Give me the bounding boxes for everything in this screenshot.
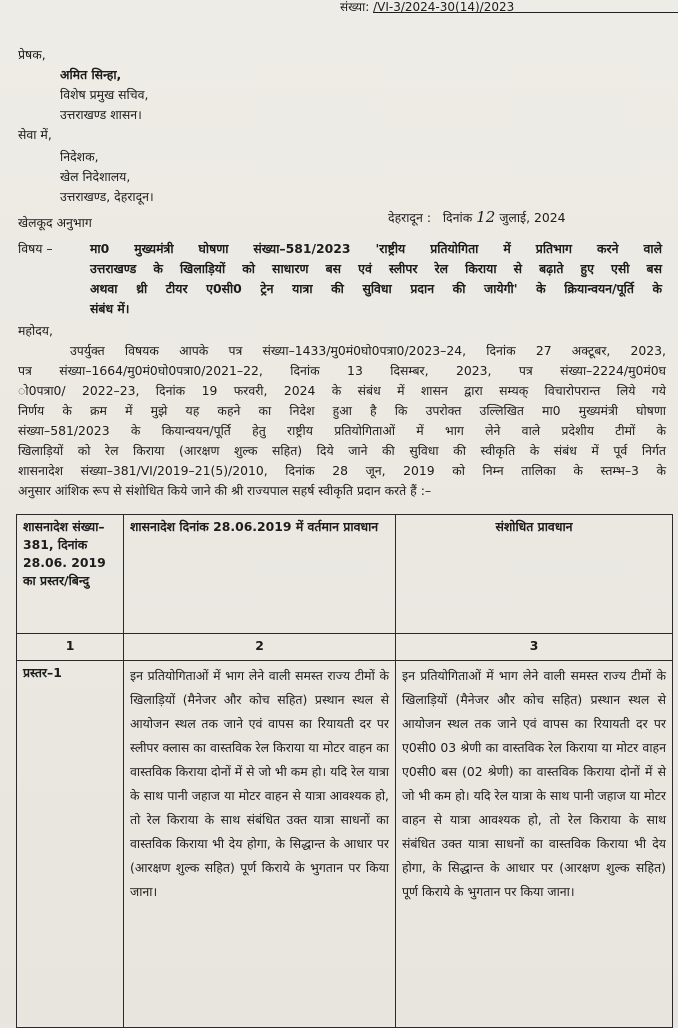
sender-label: प्रेषक, bbox=[18, 47, 46, 62]
index-3: 3 bbox=[396, 634, 673, 661]
subject-line-3: अथवा थ्री टीयर ए0सी0 ट्रेन यात्रा की सुविधा प्रदान की जायेगी' के क्रियान्वयन/पूर्ति के bbox=[90, 281, 662, 296]
body-line-8: अनुसार आंशिक रूप से संशोधित किये जाने की श्री राज्यपाल सहर्ष स्वीकृति प्रदान करते हैं :– bbox=[18, 483, 432, 498]
body-line-2: पत्र संख्या–1664/मु0मं0घो0पत्रा0/2021–22, दिनांक 13 दिसम्बर, 2023, पत्र संख्या–2224/मु0मं0घ bbox=[18, 363, 666, 378]
date-rest: जुलाई, 2024 bbox=[499, 210, 566, 225]
body-line-6: खिलाड़ियों को रेल किराया (आरक्षण शुल्क सहित) दिये जाने की सुविधा की स्वीकृति के संबंध में पूर्व निर्गत bbox=[18, 443, 666, 458]
subject-line-2: उत्तराखण्ड के खिलाड़ियों को साधारण बस एवं स्लीपर रेल किराया से बढ़ाते हुए एसी बस bbox=[90, 261, 662, 276]
reference-number bbox=[340, 0, 514, 16]
body-line-1: उपर्युक्त विषयक आपके पत्र संख्या–1433/मु0मं0घो0पत्रा0/2023–24, दिनांक 27 अक्टूबर, 2023, bbox=[70, 343, 666, 358]
index-2: 2 bbox=[124, 634, 396, 661]
header-para-column: शासनादेश संख्या–381, दिनांक 28.06. 2019 का प्रस्तर/बिन्दु bbox=[17, 515, 124, 634]
row-revised-provision: इन प्रतियोगिताओं में भाग लेने वाली समस्त राज्य टीमों के खिलाड़ियों (मैनेजर और कोच सहित) प्रस्थान स्थल से आयोजन स्थल तक जाने एवं वापस का रियायती दर पर ए0सी0 03 श्रेणी का वास्तविक रेल किराया या मोटर वाहन ए0सी0 बस (02 श्रेणी) का वास्तविक किराया दोनों में से जो भी कम हो। यदि रेल यात्रा के साथ पानी जहाज या मोटर वाहन से यात्रा आवश्यक हो, तो रेल किराया के साथ संबंधित उक्त यात्रा साधनों का वास्तविक किराया भी देय होगा, के सिद्धान्त के आधार पर (आरक्षण शुल्क सहित) पूर्ण किराये के भुगतान पर किया जाना। bbox=[396, 661, 673, 1028]
body-line-4: निर्णय के क्रम में मुझे यह कहने का निदेश हुआ है कि उपरोक्त उल्लिखित मा0 मुख्यमंत्री घोषणा bbox=[18, 403, 666, 418]
header-rule bbox=[395, 12, 678, 13]
date-label: दिनांक bbox=[442, 210, 473, 225]
subject-label: विषय – bbox=[18, 241, 53, 256]
subject-line-4: संबंध में। bbox=[90, 301, 130, 316]
sender-office: उत्तराखण्ड शासन। bbox=[60, 107, 142, 122]
header-revised-column: संशोधित प्रावधान bbox=[396, 515, 673, 634]
row-para: प्रस्तर–1 bbox=[17, 661, 124, 1028]
row-current-provision: इन प्रतियोगिताओं में भाग लेने वाली समस्त राज्य टीमों के खिलाड़ियों (मैनेजर और कोच सहित) प्रस्थान स्थल से आयोजन स्थल तक जाने एवं वापस का रियायती दर पर स्लीपर क्लास का वास्तविक रेल किराया या मोटर वाहन का वास्तविक किराया दोनों में से जो भी कम हो। यदि रेल यात्रा के साथ पानी जहाज या मोटर वाहन से यात्रा आवश्यक हो, तो रेल किराया के साथ संबंधित उक्त यात्रा साधनों का वास्तविक किराया भी देय होगा, के सिद्धान्त के आधार पर (आरक्षण शुल्क सहित) पूर्ण किराये के भुगतान पर किया जाना। bbox=[124, 661, 396, 1028]
date-day: 12 bbox=[476, 208, 496, 226]
body-line-5: संख्या–581/2023 के कियान्वयन/पूर्ति हेतु राष्ट्रीय प्रतियोगिताओं में भाग लेने वाले प्रदेशीय टीमों के bbox=[18, 423, 666, 438]
recipient-title: निदेशक, bbox=[60, 149, 99, 164]
sender-name: अमित सिन्हा, bbox=[60, 67, 122, 82]
section-name: खेलकूद अनुभाग bbox=[18, 215, 92, 230]
sender-designation: विशेष प्रमुख सचिव, bbox=[60, 87, 149, 102]
table-row bbox=[17, 661, 673, 1028]
reference-value: /VI-3/2024-30(14)/2023 bbox=[373, 0, 515, 14]
place-date bbox=[388, 208, 566, 227]
table-header-row bbox=[17, 515, 673, 634]
recipient-place: उत्तराखण्ड, देहरादून। bbox=[60, 189, 154, 204]
recipient-office: खेल निदेशालय, bbox=[60, 169, 131, 184]
header-current-column: शासनादेश दिनांक 28.06.2019 में वर्तमान प्रावधान bbox=[124, 515, 396, 634]
body-line-3: ो0पत्रा0/ 2022–23, दिनांक 19 फरवरी, 2024 के संबंध में शासन द्वारा सम्यक् विचारोपरान्त लिये गये bbox=[18, 383, 666, 398]
salutation: महोदय, bbox=[18, 323, 53, 338]
index-1: 1 bbox=[17, 634, 124, 661]
subject-line-1: मा0 मुख्यमंत्री घोषणा संख्या–581/2023 'राष्ट्रीय प्रतियोगिता में प्रतिभाग करने वाले bbox=[90, 241, 662, 256]
recipient-label: सेवा में, bbox=[18, 127, 52, 142]
reference-label: संख्या: bbox=[340, 0, 370, 14]
table-index-row bbox=[17, 634, 673, 661]
amendment-table bbox=[16, 514, 673, 1028]
place: देहरादून : bbox=[388, 210, 432, 225]
body-line-7: शासनादेश संख्या–381/VI/2019–21(5)/2010, दिनांक 28 जून, 2019 को निम्न तालिका के स्तम्भ–3 के bbox=[18, 463, 666, 478]
